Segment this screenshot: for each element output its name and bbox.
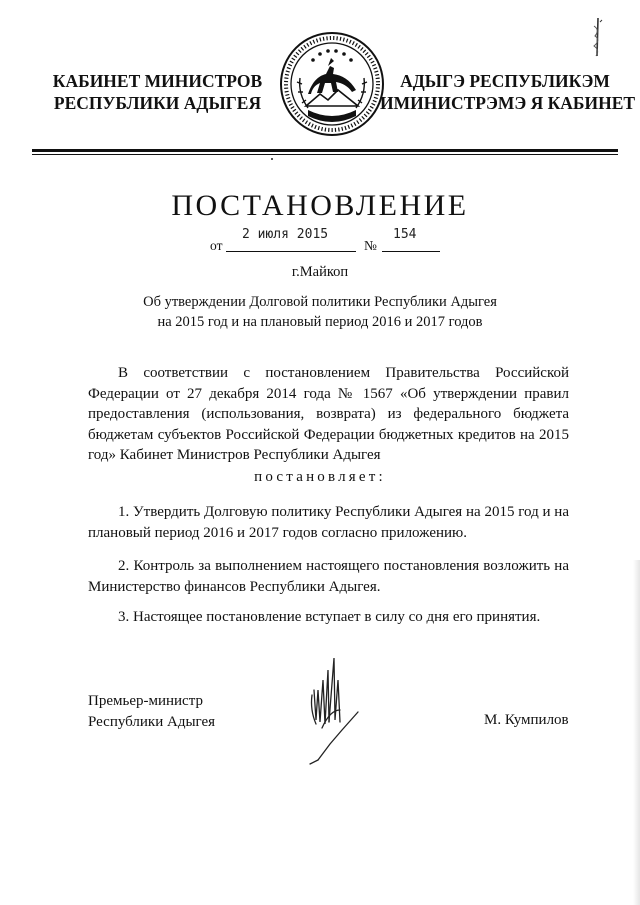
number-value: 154 — [393, 227, 417, 242]
scan-dot — [271, 158, 273, 160]
position-line1: Премьер-министр — [88, 693, 203, 709]
resolution-item-1: 1. Утвердить Долговую политику Республики Адыгея на 2015 год и на плановый период 2016 и 2017 годов согласно приложению. — [88, 504, 569, 541]
corner-handwritten-mark-icon — [586, 16, 610, 60]
subject-line1: Об утверждении Долговой политики Республики Адыгея — [143, 294, 497, 310]
signatory-position — [88, 691, 215, 733]
resolution-item-3: 3. Настоящее постановление вступает в силу со дня его принятия. — [118, 609, 541, 625]
header-divider-thick — [32, 149, 618, 152]
city: г.Майкоп — [291, 264, 349, 280]
header-right-line2: ИМИНИСТРЭМЭ Я КАБИНЕТ — [380, 93, 636, 113]
resolution-item-2: 2. Контроль за выполнением настоящего постановления возложить на Министерство финансов Республики Адыгея. — [88, 558, 569, 595]
header-left-line2: РЕСПУБЛИКИ АДЫГЕЯ — [53, 93, 262, 113]
header-divider-thin — [32, 154, 618, 155]
header-right-organization — [380, 70, 636, 114]
resolves-heading: постановляет: — [254, 469, 386, 485]
header-left-line1: КАБИНЕТ МИНИСТРОВ — [52, 71, 263, 91]
document-subject — [140, 292, 500, 332]
header-left-organization — [40, 70, 275, 114]
date-prefix: от — [210, 238, 223, 253]
handwritten-signature-icon — [300, 650, 380, 780]
date-value: 2 июля 2015 — [242, 227, 329, 242]
date-underline — [226, 251, 356, 252]
scan-edge-shading — [633, 560, 640, 905]
subject-line2: на 2015 год и на плановый период 2016 и 2017 годов — [157, 314, 483, 330]
preamble-paragraph: В соответствии с постановлением Правительства Российской Федерации от 27 декабря 2014 года № 1567 «Об утверждении правил предоставления (использования, возврата) из федерального бюджета бюджетам субъектов Российской Федерации бюджетных кредитов на 2015 год» Кабинет Министров Республики Адыгея — [88, 365, 569, 463]
number-underline — [382, 251, 440, 252]
document-title: ПОСТАНОВЛЕНИЕ — [171, 189, 469, 222]
signatory-name: М. Кумпилов — [484, 712, 569, 728]
coat-of-arms-icon — [278, 30, 386, 138]
position-line2: Республики Адыгея — [88, 714, 216, 730]
header-right-line1: АДЫГЭ РЕСПУБЛИКЭМ — [400, 71, 610, 91]
number-prefix: № — [364, 238, 377, 253]
